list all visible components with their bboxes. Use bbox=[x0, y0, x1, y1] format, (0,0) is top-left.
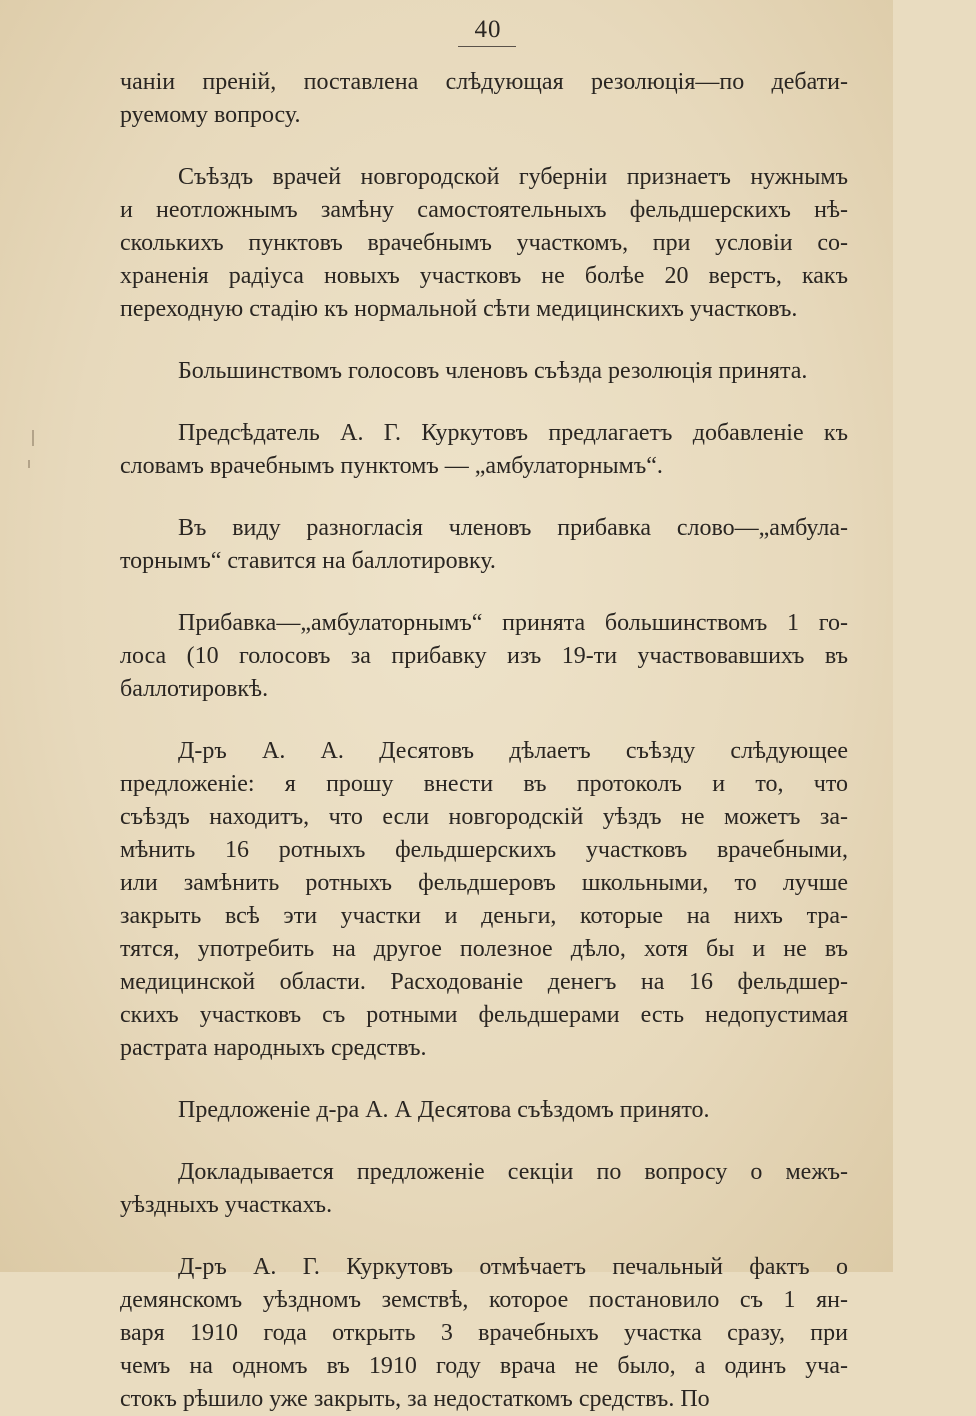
paragraph-p5 bbox=[120, 512, 848, 578]
text-line: или замѣнить ротныхъ фельдшеровъ школьными, то лучше bbox=[120, 870, 848, 896]
paragraph-p6 bbox=[120, 607, 848, 706]
text-line: лоса (10 голосовъ за прибавку изъ 19-ти участвовавшихъ въ bbox=[120, 643, 848, 669]
text-line: чаніи преній, поставлена слѣдующая резолюція—по дебати- bbox=[120, 69, 848, 95]
text-line: предложеніе: я прошу внести въ протоколъ и то, что bbox=[120, 771, 848, 797]
paragraph-p7 bbox=[120, 735, 848, 1065]
text-line: демянскомъ уѣздномъ земствѣ, которое постановило съ 1 ян- bbox=[120, 1287, 848, 1313]
text-line: баллотировкѣ. bbox=[120, 676, 269, 702]
text-line: растрата народныхъ средствъ. bbox=[120, 1035, 427, 1061]
paragraph-p2 bbox=[120, 161, 848, 326]
page-number: 40 bbox=[474, 16, 502, 43]
text-line: руемому вопросу. bbox=[120, 102, 301, 128]
margin-mark bbox=[28, 460, 30, 468]
text-line: съѣздъ находитъ, что если новгородскій уѣздъ не можетъ за- bbox=[120, 804, 848, 830]
text-line: скихъ участковъ съ ротными фельдшерами есть недопустимая bbox=[120, 1002, 848, 1028]
text-line: словамъ врачебнымъ пунктомъ — „амбулаторнымъ“. bbox=[120, 453, 663, 479]
paragraph-p1 bbox=[120, 66, 848, 132]
text-line: уѣздныхъ участкахъ. bbox=[120, 1192, 333, 1218]
text-line: стокъ рѣшило уже закрыть, за недостаткомъ средствъ. По bbox=[120, 1386, 710, 1412]
text-line: Докладывается предложеніе секціи по вопросу о межъ- bbox=[178, 1159, 848, 1185]
text-line: медицинской области. Расходованіе денегъ на 16 фельдшер- bbox=[120, 969, 848, 995]
paragraph-p8 bbox=[120, 1094, 848, 1127]
paragraph-p9 bbox=[120, 1156, 848, 1222]
text-line: Большинствомъ голосовъ членовъ съѣзда резолюція принята. bbox=[178, 358, 808, 384]
paragraph-p10 bbox=[120, 1251, 848, 1416]
text-line: сколькихъ пунктовъ врачебнымъ участкомъ, при условіи со- bbox=[120, 230, 848, 256]
text-line: чемъ на одномъ въ 1910 году врача не было, а одинъ уча- bbox=[120, 1353, 848, 1379]
text-line: Предсѣдатель А. Г. Куркутовъ предлагаетъ добавленіе къ bbox=[178, 420, 848, 446]
text-body bbox=[120, 66, 848, 1416]
text-line: Д-ръ А. Г. Куркутовъ отмѣчаетъ печальный фактъ о bbox=[178, 1254, 848, 1280]
text-line: закрыть всѣ эти участки и деньги, которые на нихъ тра- bbox=[120, 903, 848, 929]
text-line: переходную стадію къ нормальной сѣти медицинскихъ участковъ. bbox=[120, 296, 798, 322]
paragraph-p4 bbox=[120, 417, 848, 483]
text-line: торнымъ“ ставится на баллотировку. bbox=[120, 548, 496, 574]
text-line: тятся, употребить на другое полезное дѣло, хотя бы и не въ bbox=[120, 936, 848, 962]
text-line: Предложеніе д-ра А. А Десятова съѣздомъ принято. bbox=[178, 1097, 710, 1123]
text-line: Прибавка—„амбулаторнымъ“ принята большинствомъ 1 го- bbox=[178, 610, 848, 636]
paragraph-p3 bbox=[120, 355, 848, 388]
margin-mark bbox=[32, 430, 34, 446]
text-line: варя 1910 года открыть 3 врачебныхъ участка сразу, при bbox=[120, 1320, 848, 1346]
text-line: Д-ръ А. А. Десятовъ дѣлаетъ съѣзду слѣдующее bbox=[178, 738, 848, 764]
page-number-rule bbox=[458, 46, 516, 47]
text-line: и неотложнымъ замѣну самостоятельныхъ фельдшерскихъ нѣ- bbox=[120, 197, 848, 223]
text-line: храненія радіуса новыхъ участковъ не болѣе 20 верстъ, какъ bbox=[120, 263, 848, 289]
text-line: Съѣздъ врачей новгородской губерніи признаетъ нужнымъ bbox=[178, 164, 848, 190]
text-line: Въ виду разногласія членовъ прибавка слово—„амбула- bbox=[178, 515, 848, 541]
text-line: мѣнить 16 ротныхъ фельдшерскихъ участковъ врачебными, bbox=[120, 837, 848, 863]
